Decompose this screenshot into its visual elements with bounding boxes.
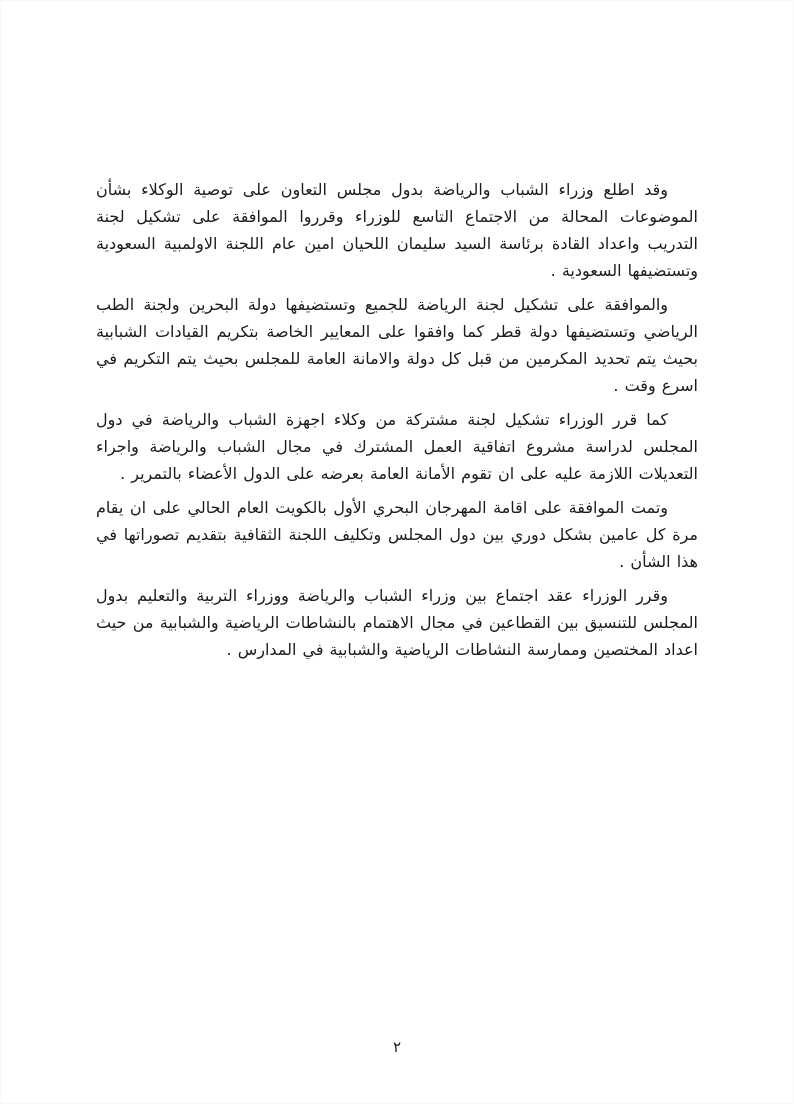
page-number: ٢	[392, 1038, 402, 1056]
paragraph: والموافقة على تشكيل لجنة الرياضة للجميع وتستضيفها دولة البحرين ولجنة الطب الرياضي وتستضيفها دولة قطر كما وافقوا على المعايير الخاصة بتكريم القيادات الشبابية بحيث يتم تحديد المكرمين من قبل كل دولة والامانة العامة للمجلس بحيث يتم التكريم في اسرع وقت .	[96, 295, 698, 395]
paragraph: كما قرر الوزراء تشكيل لجنة مشتركة من وكلاء اجهزة الشباب والرياضة في دول المجلس لدراسة مشروع اتفاقية العمل المشترك في مجال الشباب والرياضة واجراء التعديلات اللازمة عليه على ان تقوم الأمانة العامة بعرضه على الدول الأعضاء بالتمرير .	[96, 410, 698, 483]
text-block	[96, 176, 698, 670]
paragraph: وقرر الوزراء عقد اجتماع بين وزراء الشباب والرياضة ووزراء التربية والتعليم بدول المجلس للتنسيق بين القطاعين في مجال الاهتمام بالنشاطات الرياضية والشبابية من حيث اعداد المختصين وممارسة النشاطات الرياضية والشبابية في المدارس .	[96, 586, 698, 659]
paragraph: وقد اطلع وزراء الشباب والرياضة بدول مجلس التعاون على توصية الوكلاء بشأن الموضوعات المحالة من الاجتماع التاسع للوزراء وقرروا الموافقة على تشكيل لجنة التدريب واعداد القادة برئاسة السيد سليمان اللحيان امين عام اللجنة الاولمبية السعودية وتستضيفها السعودية .	[96, 180, 698, 280]
paragraph: وتمت الموافقة على اقامة المهرجان البحري الأول بالكويت العام الحالي على ان يقام مرة كل عامين بشكل دوري بين دول المجلس وتكليف اللجنة الثقافية بتقديم تصوراتها في هذا الشأن .	[96, 498, 698, 571]
